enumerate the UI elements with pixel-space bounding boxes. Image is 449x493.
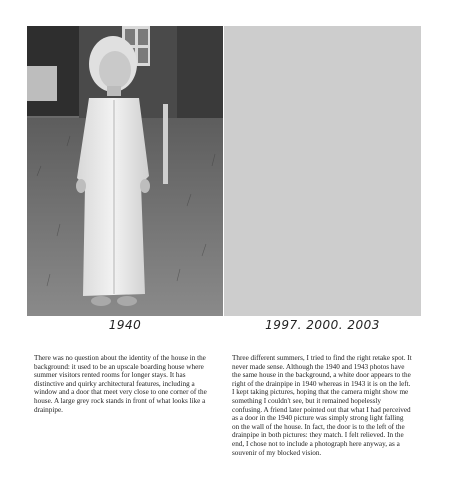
caption-retake-years: 1997. 2000. 2003 <box>265 318 380 332</box>
paragraph-right: Three different summers, I tried to find the right retake spot. It never made sense. Although the 1940 and 1943 photos have the same house in the background, a white door appears to the right of the drainpipe in 1940 whereas in 1943 it is on the left. I kept taking pictures, hoping that the camera might show me something I couldn't see, but it remained hopelessly confusing. A friend later pointed out that what I had perceived as a door in the 1940 picture was simply strong light falling on the wall of the house. In fact, the door is to the left of the drainpipe in both pictures: they match. I felt relieved. In the end, I chose not to include a photograph here anyway, as a souvenir of my blocked vision. <box>232 354 412 457</box>
photo-placeholder <box>224 26 421 316</box>
photo-1940 <box>27 26 223 316</box>
caption-1940: 1940 <box>108 318 142 332</box>
child-in-yard-photo <box>27 26 223 316</box>
paragraph-left: There was no question about the identity of the house in the background: it used to be an upscale boarding house where summer visitors rented rooms for longer stays. It has distinctive and quirky architectural features, including a window and a door that meet very close to one corner of the house. A large grey rock stands in front of what looks like a drainpipe. <box>34 354 207 414</box>
